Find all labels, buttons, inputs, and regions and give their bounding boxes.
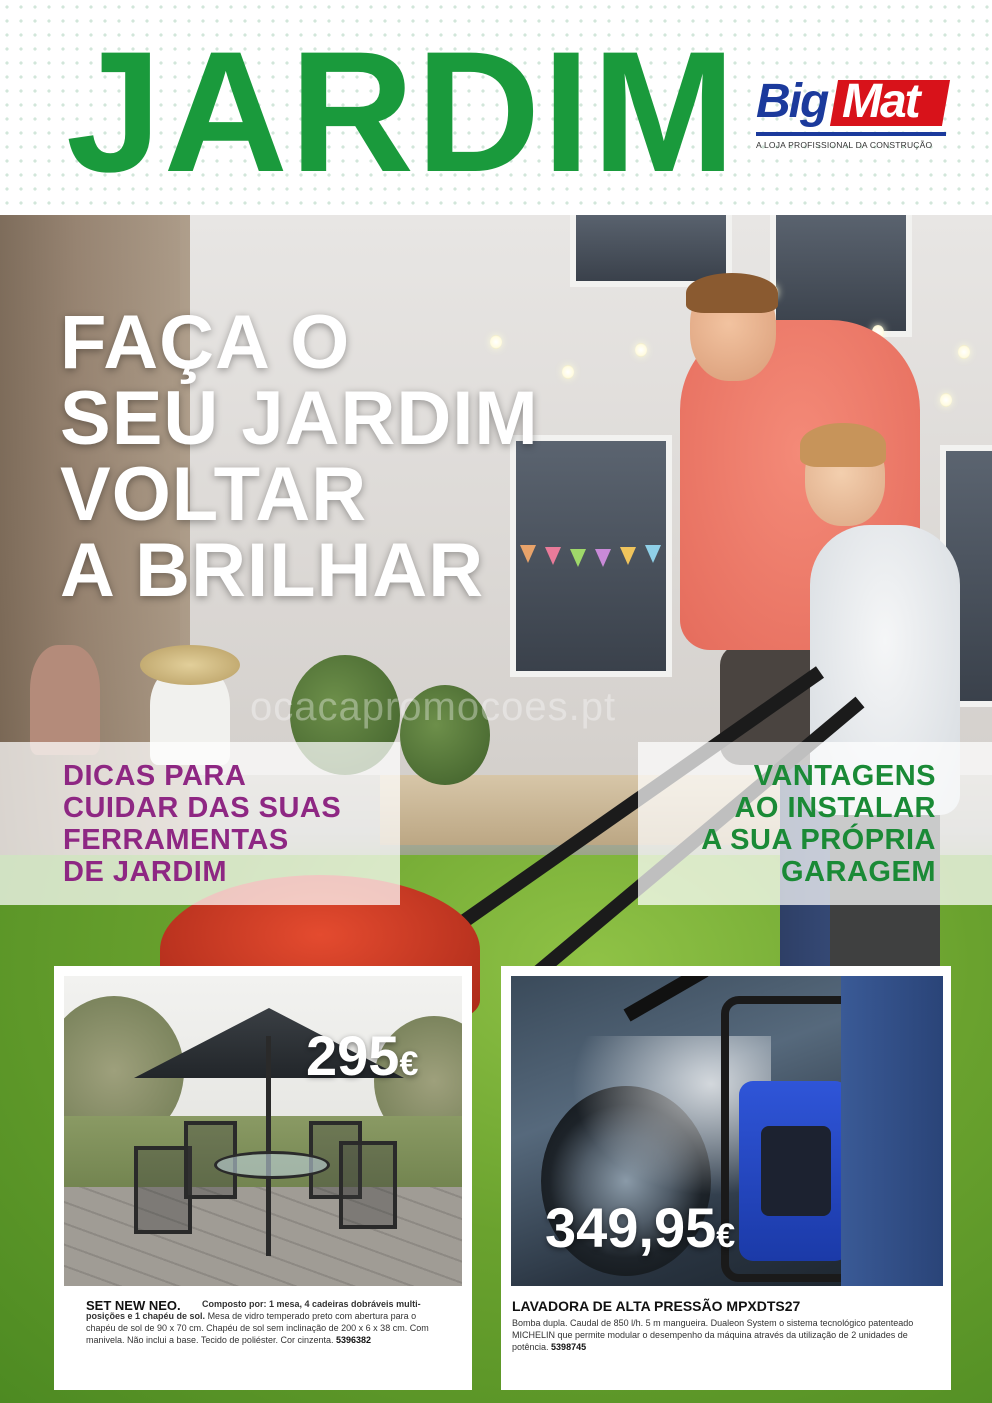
product-code: 5398745 (551, 1342, 587, 1352)
washer-panel (761, 1126, 831, 1216)
light-bulb (635, 343, 647, 357)
tip-line: DICAS PARA (63, 760, 247, 792)
guest (30, 645, 100, 755)
bunting-flag (620, 547, 636, 565)
tip-line: AO INSTALAR (734, 792, 936, 824)
folding-chair (339, 1141, 397, 1229)
watermark: ocacapromocoes.pt (250, 685, 617, 729)
product-card-patio-set[interactable] (54, 966, 472, 1390)
bunting-flag (570, 549, 586, 567)
product-name: SET NEW NEO. (86, 1298, 181, 1313)
logo-underline (756, 132, 946, 136)
photo-paving (64, 1187, 462, 1286)
light-bulb (940, 393, 952, 407)
headline-line: SEU JARDIM (60, 376, 539, 461)
price-tag (306, 1024, 419, 1087)
bunting-flag (595, 549, 611, 567)
price-value: 295 (306, 1024, 400, 1087)
bunting-flag (645, 545, 661, 563)
product-description (86, 1298, 442, 1346)
product-card-pressure-washer[interactable] (501, 966, 951, 1390)
product-photo (511, 976, 943, 1286)
logo-mat-text: Mat (842, 75, 919, 128)
tip-text-tools[interactable] (63, 760, 341, 888)
light-bulb (562, 365, 574, 379)
headline-line: FAÇA O (60, 300, 351, 385)
parasol-pole (266, 1036, 271, 1256)
headline-line: VOLTAR (60, 452, 368, 537)
tip-line: GARAGEM (781, 856, 936, 888)
tip-line: CUIDAR DAS SUAS (63, 792, 342, 824)
person-leg (841, 976, 943, 1286)
page-header (0, 0, 992, 215)
tip-text-garage[interactable] (701, 760, 936, 888)
boy-hair (800, 423, 886, 467)
straw-hat (140, 645, 240, 685)
tip-line: A SUA PRÓPRIA (701, 824, 936, 856)
light-bulb (958, 345, 970, 359)
logo-big-text: Big (756, 75, 828, 128)
glass-table (214, 1151, 330, 1179)
page-title: JARDIM (66, 16, 738, 208)
logo-tagline: A LOJA PROFISSIONAL DA CONSTRUÇÃO (756, 140, 933, 150)
price-value: 349,95 (545, 1196, 717, 1259)
product-desc-bold: Composto por: 1 mesa, 4 cadeiras dobráveis multi-posições e 1 chapéu de sol. (86, 1299, 421, 1321)
price-tag (545, 1196, 736, 1259)
hero-headline (60, 300, 539, 613)
product-photo (64, 976, 462, 1286)
product-desc-text: Bomba dupla. Caudal de 850 l/h. 5 m mangueira. Dualeon System o sistema tecnológico patenteado MICHELIN que permite modular o desempenho da máquina através da utilização de 2 unidades de potência. (512, 1318, 914, 1352)
price-currency: € (716, 1217, 736, 1255)
price-currency: € (399, 1045, 419, 1083)
bunting-flag (545, 547, 561, 565)
tip-line: VANTAGENS (753, 760, 936, 792)
product-desc-text: Mesa de vidro temperado preto com abertura para o chapéu de sol de 90 x 70 cm. Chapéu de sol sem inclinação de 200 x 6 x 38 cm. Com manivela. Não inclui a base. Tecido de poliéster. Cor cinzenta. (86, 1311, 429, 1345)
man-hair (686, 273, 778, 313)
tip-line: FERRAMENTAS (63, 824, 289, 856)
headline-line: A BRILHAR (60, 528, 485, 613)
product-code: 5396382 (336, 1335, 372, 1345)
product-description (512, 1317, 936, 1353)
bigmat-logo (754, 72, 950, 154)
tip-line: DE JARDIM (63, 856, 228, 888)
product-name: LAVADORA DE ALTA PRESSÃO MPXDTS27 (512, 1298, 801, 1314)
